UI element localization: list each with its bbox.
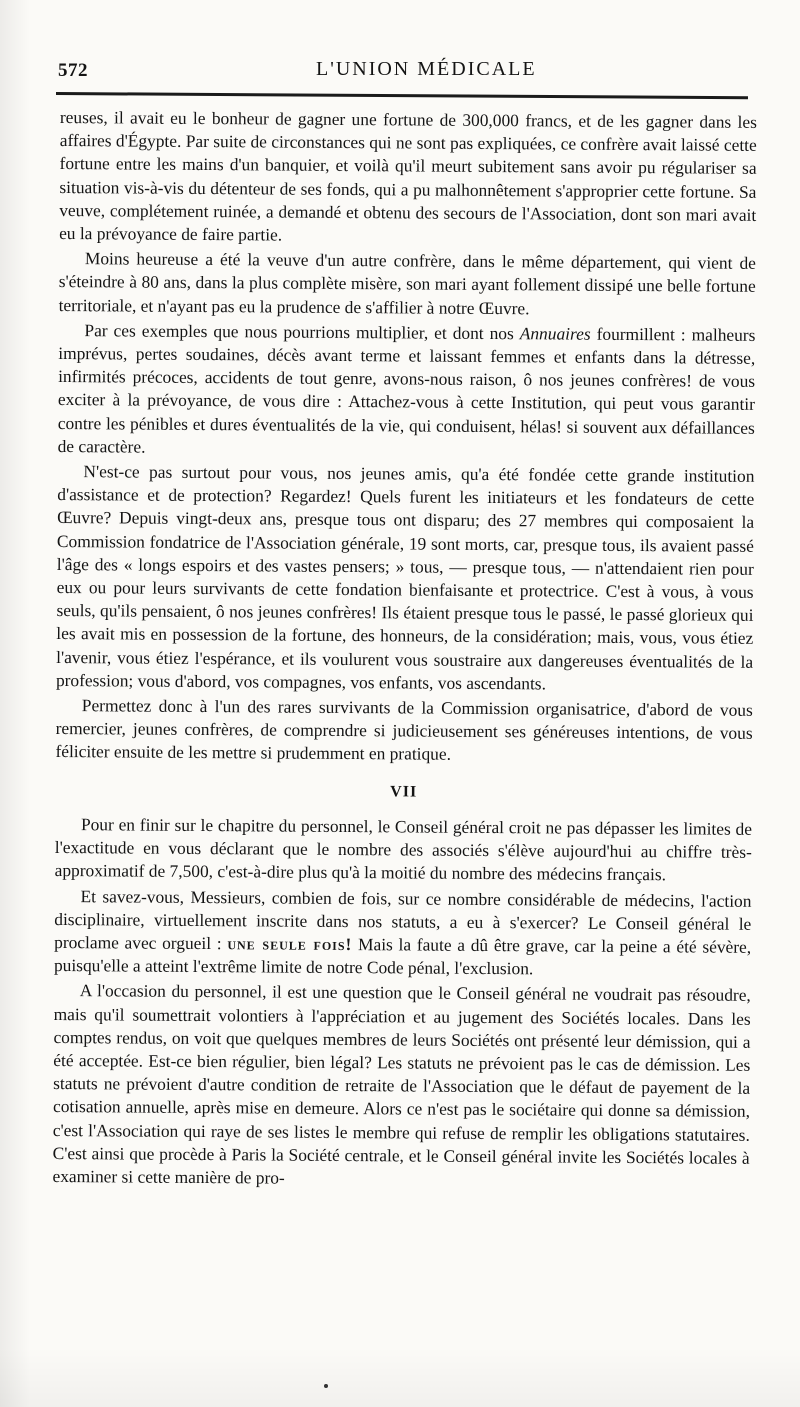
- une-seule-fois-emphasis: une seule fois!: [227, 933, 353, 954]
- body-text: [52, 106, 757, 1195]
- paragraph-6: Pour en finir sur le chapitre du personnel, le Conseil général croit ne pas dépasser les limites de l'exactitude en vous déclarant que le nombre des associés s'élève aujourd'hui au chiffre très-approximatif de 7,500, c'est-à-dire plus qu'à la moitié du nombre des médecins français.: [54, 814, 753, 885]
- page-header: [58, 56, 758, 86]
- paragraph-5: Permettez donc à l'un des rares survivants de la Commission organisatrice, d'abord de vous remercier, jeunes confrères, de comprendre si judicieusement ses généreuses intentions, de vous féliciter ensuite de les mettre si prudemment en pratique.: [55, 695, 753, 765]
- paragraph-1: reuses, il avait eu le bonheur de gagner une fortune de 300,000 francs, et de les gagner dans les affaires d'Égypte. Par suite de circonstances qui ne sont pas expliquées, ce confrère avait laissé cette fortune entre les mains d'un banquier, et voilà qu'il meurt subitement sans avoir pu régulariser sa situation vis-à-vis du détenteur de ses fonds, qui a pu malhonnêtement s'approprier cette fortune. Sa veuve, complétement ruinée, a demandé et obtenu des secours de l'Association, dont son mari avait eu la prévoyance de faire partie.: [59, 106, 757, 245]
- annuaires-italic: Annuaires: [519, 323, 591, 344]
- show-through-text: [330, 2, 630, 28]
- paragraph-3-start: Par ces exemples que nous pourrions multiplier, et dont nos: [84, 320, 520, 344]
- paragraph-7: [54, 884, 752, 982]
- section-number: VII: [390, 783, 418, 801]
- paragraph-7-start: Et savez-vous, Messieurs, combien de fois, sur ce nombre considérable de médecins, l'action disciplinaire, virtuellement inscrite dans nos statuts, a eu à s'exercer? Le Conseil général le proclame avec orgueil :: [54, 885, 752, 954]
- paragraph-8: A l'occasion du personnel, il est une question que le Conseil général ne voudrait pas résoudre, mais qu'il soumettrait volontiers à l'appréciation et au jugement des Sociétés locales. Dans les comptes rendus, on voit que quelques membres de leurs Sociétés ont présenté leur démission, qui a été acceptée. Est-ce bien régulier, bien légal? Les statuts ne prévoient pas le cas de démission. Les statuts ne prévoient d'autre condition de retraite de l'Association que le défaut de payement de la cotisation annuelle, après mise en demeure. Alors ce n'est pas le sociétaire qui donne sa démission, c'est l'Association qui raye de ses listes le membre qui refuse de remplir les obligations statutaires. C'est ainsi que procède à Paris la Société centrale, et le Conseil général invite les Sociétés locales à examiner si cette manière de pro-: [52, 980, 751, 1188]
- paragraph-3: [58, 319, 756, 463]
- print-speck: [324, 1384, 328, 1388]
- paragraph-4: N'est-ce pas surtout pour vous, nos jeunes amis, qu'a été fondée cette grande institution d'assistance et de protection? Regardez! Quels furent les initiateurs et les fondateurs de cette Œuvre? Depuis vingt-deux ans, presque tous ont disparu; des 27 membres qui composaient la Commission fondatrice de l'Association générale, 19 sont morts, car, presque tous, ils avaient passé l'âge des « longs espoirs et des vastes pensers; » tous, — presque tous, — n'attendaient rien pour eux ou pour leurs survivants de cette fondation bienfaisante et protectrice. C'est à vous, à vous seuls, qu'ils pensaient, ô nos jeunes confrères! Ils étaient presque tous le passé, le passé glorieux qui les avait mis en possession de la fortune, des honneurs, de la considération; mais, vous, vous étiez l'avenir, vous étiez l'espérance, et ils voulurent vous soustraire aux dangereuses éventualités de la profession; vous d'abord, vos compagnes, vos enfants, vos ascendants.: [55, 461, 755, 694]
- page-number: 572: [58, 60, 88, 81]
- running-head: L'UNION MÉDICALE: [316, 58, 537, 80]
- paragraph-7-end: Mais la faute a dû être grave, car la peine a été sévère, puisqu'elle a atteint l'extrême limite de notre Code pénal, l'exclusion.: [53, 933, 752, 979]
- paragraph-3-end: fourmillent : malheurs imprévus, pertes soudaines, décès avant terme et laissant femmes et enfants dans la détresse, infirmités précoces, accidents de tout genre, avons-nous raison, ô nos jeunes confrères! de vous exciter à la prévoyance, de vous dire : Attachez-vous à cette Institution, qui peut vous garantir contre les pénibles et dures éventualités de la vie, qui conduisent, hélas! si souvent aux défaillances de caractère.: [57, 323, 756, 457]
- paragraph-2: Moins heureuse a été la veuve d'un autre confrère, dans le même département, qui vient de s'éteindre à 80 ans, dans la plus complète misère, son mari ayant follement dissipé une belle fortune territoriale, et n'ayant pas eu la prudence de s'affilier à notre Œuvre.: [58, 248, 756, 318]
- header-rule: [56, 92, 748, 99]
